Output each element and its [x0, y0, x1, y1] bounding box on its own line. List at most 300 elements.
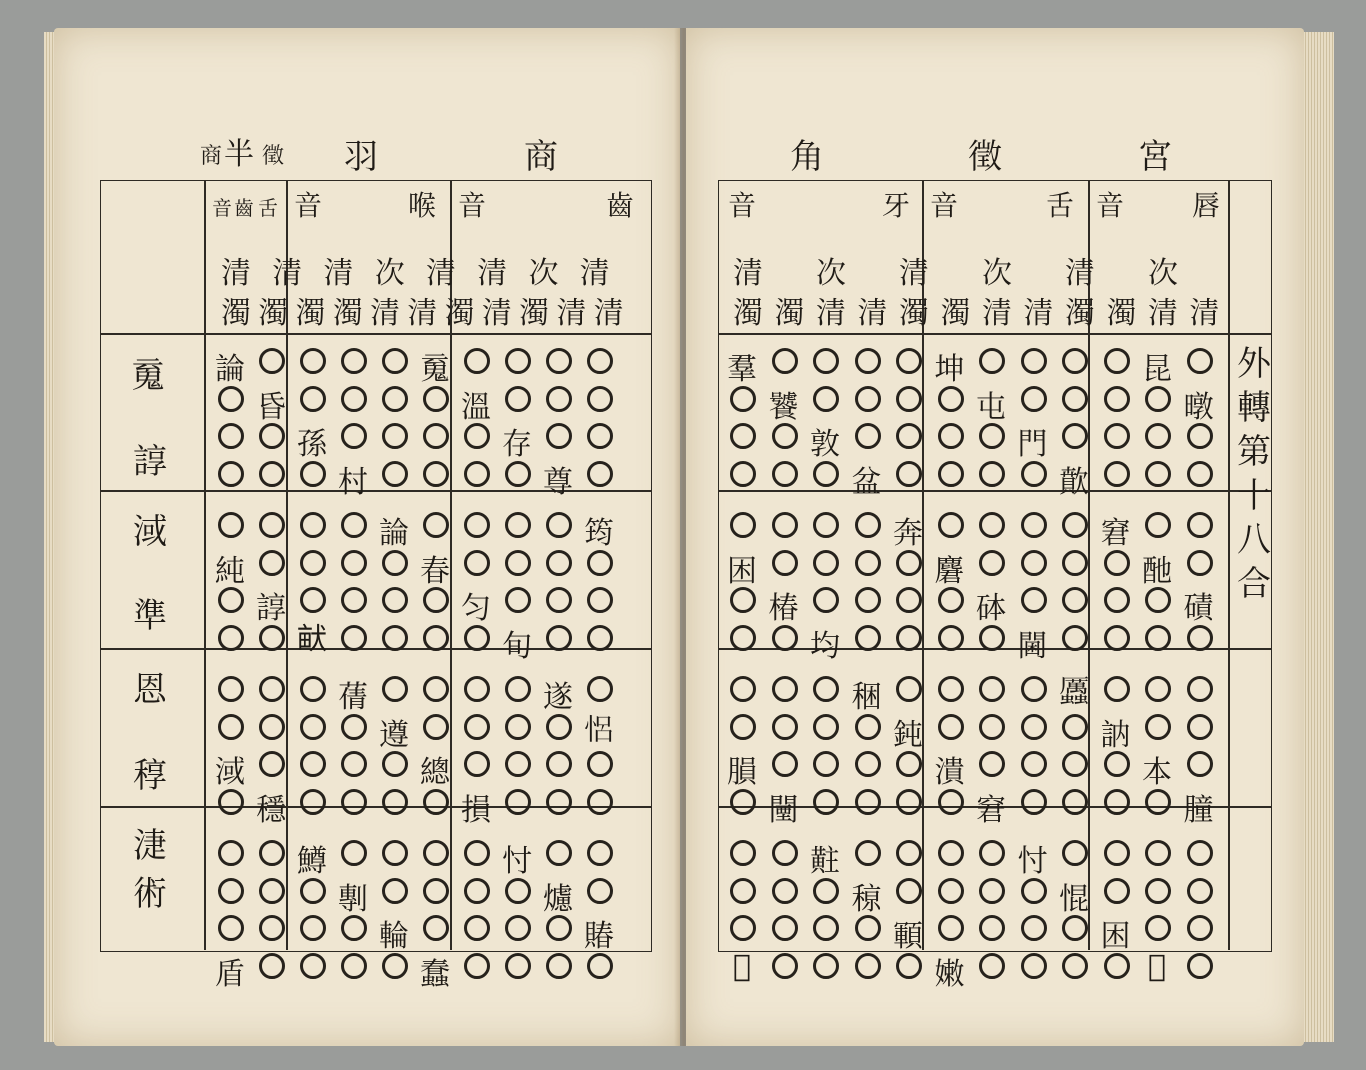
- left-rhyme-char: 春: [420, 553, 450, 589]
- left-empty-circle: [587, 423, 613, 449]
- left-empty-circle: [505, 348, 531, 374]
- left-empty-circle: [546, 789, 572, 815]
- left-rhyme-char: 盾: [215, 956, 245, 992]
- left-label-shang-small: 商: [200, 144, 223, 169]
- right-rhyme-char: 𪋨: [1147, 948, 1166, 984]
- left-empty-circle: [259, 878, 285, 904]
- right-subheader-char: 清: [1189, 296, 1220, 331]
- right-empty-circle: [1187, 953, 1213, 979]
- left-empty-circle: [505, 461, 531, 487]
- right-header-she: 舌: [1046, 189, 1075, 222]
- left-empty-circle: [259, 714, 285, 740]
- right-page-edge: [1300, 32, 1334, 1042]
- left-empty-circle: [464, 915, 490, 941]
- left-empty-circle: [218, 512, 244, 538]
- right-empty-circle: [855, 953, 881, 979]
- right-subheader-char: 清: [816, 296, 846, 331]
- left-empty-circle: [218, 461, 244, 487]
- right-empty-circle: [1062, 423, 1088, 449]
- right-rhyme-char: 困: [1100, 919, 1131, 954]
- right-empty-circle: [855, 840, 881, 866]
- right-empty-circle: [896, 751, 922, 777]
- right-empty-circle: [1104, 461, 1130, 487]
- left-empty-circle: [300, 587, 326, 613]
- left-subheader-char: 清: [272, 256, 303, 291]
- right-empty-circle: [730, 587, 756, 613]
- left-empty-circle: [464, 512, 490, 538]
- left-empty-circle: [382, 461, 408, 487]
- left-empty-circle: [382, 587, 408, 613]
- right-empty-circle: [772, 751, 798, 777]
- right-rhyme-char: 饕: [768, 389, 799, 425]
- left-rhyme-char: 賰: [584, 919, 614, 954]
- left-empty-circle: [464, 461, 490, 487]
- right-empty-circle: [979, 512, 1005, 538]
- left-empty-circle: [382, 840, 408, 866]
- right-empty-circle: [772, 461, 798, 487]
- right-empty-circle: [1062, 512, 1088, 538]
- left-subheader-char: 清: [426, 256, 456, 291]
- right-empty-circle: [772, 676, 798, 702]
- left-empty-circle: [300, 751, 326, 777]
- left-rhyme-char: 輪: [379, 919, 409, 954]
- right-empty-circle: [1145, 878, 1171, 904]
- left-empty-circle: [341, 953, 367, 979]
- left-empty-circle: [300, 789, 326, 815]
- left-rhyme-char: 𢙲: [584, 712, 614, 748]
- left-subheader-char: 清: [221, 256, 251, 291]
- left-label-zhi: 徵: [262, 144, 285, 169]
- left-empty-circle: [546, 386, 572, 412]
- right-empty-circle: [1145, 512, 1171, 538]
- right-empty-circle: [855, 789, 881, 815]
- left-label-yu: 羽: [344, 137, 378, 177]
- left-empty-circle: [341, 714, 367, 740]
- right-empty-circle: [896, 625, 922, 651]
- right-subheader-char: 清: [1065, 256, 1095, 291]
- left-rhyme-char: 孫: [297, 427, 327, 462]
- right-rhyme-char: 𧖄: [1059, 675, 1089, 710]
- left-empty-circle: [464, 550, 490, 576]
- left-empty-circle: [341, 751, 367, 777]
- left-empty-circle: [259, 751, 285, 777]
- left-empty-circle: [300, 550, 326, 576]
- right-empty-circle: [1145, 386, 1171, 412]
- right-empty-circle: [979, 348, 1005, 374]
- right-empty-circle: [1145, 625, 1171, 651]
- left-empty-circle: [300, 348, 326, 374]
- left-empty-circle: [259, 348, 285, 374]
- left-rhyme-char: 𤱶: [297, 621, 327, 657]
- left-subheader-char: 濁: [258, 296, 289, 331]
- left-rhyme-char: 純: [215, 553, 245, 589]
- right-rhyme-char: 本: [1142, 755, 1172, 790]
- right-empty-circle: [896, 386, 922, 412]
- right-empty-circle: [1145, 461, 1171, 487]
- right-empty-circle: [938, 461, 964, 487]
- left-empty-circle: [587, 751, 613, 777]
- right-rhyme-char: 麏: [934, 553, 965, 589]
- left-empty-circle: [259, 512, 285, 538]
- left-empty-circle: [259, 461, 285, 487]
- left-rhyme-char: 筠: [584, 516, 614, 551]
- left-empty-circle: [423, 587, 449, 613]
- right-empty-circle: [979, 676, 1005, 702]
- right-subheader-char: 濁: [899, 296, 929, 331]
- right-empty-circle: [896, 550, 922, 576]
- right-empty-circle: [979, 714, 1005, 740]
- right-empty-circle: [1145, 789, 1171, 815]
- left-subheader-char: 清: [556, 296, 587, 331]
- right-subheader-char: 濁: [1106, 296, 1137, 331]
- left-empty-circle: [423, 915, 449, 941]
- right-subheader-char: 清: [1148, 296, 1178, 331]
- left-empty-circle: [341, 625, 367, 651]
- left-rhyme-char: 諄: [256, 591, 286, 626]
- right-empty-circle: [813, 512, 839, 538]
- right-empty-circle: [1104, 676, 1130, 702]
- right-empty-circle: [979, 751, 1005, 777]
- left-empty-circle: [341, 423, 367, 449]
- right-empty-circle: [1021, 789, 1047, 815]
- right-empty-circle: [1187, 714, 1213, 740]
- right-empty-circle: [772, 915, 798, 941]
- left-empty-circle: [423, 512, 449, 538]
- right-header-chun: 唇: [1192, 189, 1221, 222]
- left-side-char: 稕: [133, 756, 167, 796]
- right-empty-circle: [730, 423, 756, 449]
- right-empty-circle: [896, 953, 922, 979]
- right-empty-circle: [896, 878, 922, 904]
- right-rhyme-char: 䅫: [851, 881, 882, 917]
- right-empty-circle: [1062, 751, 1088, 777]
- right-empty-circle: [1187, 461, 1213, 487]
- right-empty-circle: [1062, 550, 1088, 576]
- right-empty-circle: [979, 423, 1005, 449]
- right-subheader-char: 清: [1023, 296, 1054, 331]
- left-rhyme-char: 爈: [543, 881, 573, 917]
- left-empty-circle: [300, 512, 326, 538]
- left-empty-circle: [505, 789, 531, 815]
- right-empty-circle: [730, 840, 756, 866]
- left-rhyme-char: 存: [502, 427, 532, 462]
- left-header-chi-small: 齒: [234, 196, 254, 220]
- left-empty-circle: [382, 550, 408, 576]
- left-label-ban: 半: [224, 137, 254, 172]
- right-subheader-char: 濁: [940, 296, 971, 331]
- left-rhyme-char: 昏: [256, 389, 286, 425]
- left-empty-circle: [464, 840, 490, 866]
- left-empty-circle: [423, 423, 449, 449]
- left-empty-circle: [382, 878, 408, 904]
- right-empty-circle: [813, 587, 839, 613]
- right-empty-circle: [813, 714, 839, 740]
- left-empty-circle: [218, 386, 244, 412]
- left-empty-circle: [505, 953, 531, 979]
- left-rhyme-char: 穩: [256, 792, 286, 828]
- left-empty-circle: [300, 878, 326, 904]
- right-empty-circle: [813, 550, 839, 576]
- left-empty-circle: [423, 789, 449, 815]
- right-empty-circle: [813, 751, 839, 777]
- right-empty-circle: [1104, 625, 1130, 651]
- left-header-yin: 音: [458, 189, 487, 222]
- left-empty-circle: [423, 386, 449, 412]
- right-rhyme-char: 忖: [1017, 844, 1048, 879]
- right-empty-circle: [1187, 348, 1213, 374]
- right-rhyme-char: 磧: [1183, 591, 1214, 626]
- right-empty-circle: [896, 423, 922, 449]
- right-rhyme-char: 均: [810, 628, 840, 664]
- left-empty-circle: [464, 676, 490, 702]
- right-empty-circle: [772, 550, 798, 576]
- left-subheader-char: 濁: [221, 296, 251, 331]
- left-empty-circle: [464, 878, 490, 904]
- right-subheader-char: 清: [899, 256, 929, 291]
- right-subheader-char: 濁: [733, 296, 763, 331]
- left-empty-circle: [218, 915, 244, 941]
- left-empty-circle: [341, 789, 367, 815]
- left-empty-circle: [587, 840, 613, 866]
- right-empty-circle: [855, 386, 881, 412]
- right-empty-circle: [896, 348, 922, 374]
- right-empty-circle: [938, 676, 964, 702]
- left-side-char: 術: [133, 874, 167, 914]
- right-empty-circle: [772, 423, 798, 449]
- left-subheader-char: 清: [477, 256, 508, 291]
- right-empty-circle: [813, 348, 839, 374]
- right-empty-circle: [896, 587, 922, 613]
- left-label-shang: 商: [524, 137, 558, 177]
- left-subheader-char: 清: [481, 296, 512, 331]
- left-empty-circle: [546, 625, 572, 651]
- right-empty-circle: [896, 789, 922, 815]
- right-empty-circle: [938, 423, 964, 449]
- right-empty-circle: [813, 676, 839, 702]
- right-rhyme-char: 嫩: [934, 956, 965, 992]
- right-empty-circle: [855, 587, 881, 613]
- left-empty-circle: [546, 953, 572, 979]
- right-empty-circle: [1145, 915, 1171, 941]
- left-empty-circle: [341, 348, 367, 374]
- left-empty-circle: [546, 915, 572, 941]
- right-empty-circle: [1021, 878, 1047, 904]
- right-empty-circle: [813, 953, 839, 979]
- left-empty-circle: [300, 461, 326, 487]
- right-label-zhi: 徵: [968, 137, 1002, 177]
- left-empty-circle: [259, 550, 285, 576]
- left-row-divider: [100, 648, 652, 650]
- left-side-char: 淢: [133, 512, 167, 552]
- right-rhyme-char: 困: [727, 553, 757, 589]
- right-rhyme-char: 𠵏: [732, 948, 751, 984]
- left-side-char: 𣶏: [133, 826, 167, 866]
- right-rhyme-char: 敦: [810, 427, 840, 462]
- left-rhyme-char: 鱒: [297, 844, 327, 879]
- right-empty-circle: [1021, 751, 1047, 777]
- left-rhyme-char: 村: [338, 464, 368, 500]
- left-empty-circle: [218, 789, 244, 815]
- right-rhyme-char: 歕: [1059, 464, 1089, 500]
- right-empty-circle: [855, 423, 881, 449]
- left-rhyme-char: 忖: [502, 844, 532, 879]
- left-rhyme-char: 損: [461, 792, 491, 828]
- right-rhyme-char: 朣: [1183, 792, 1214, 828]
- right-rhyme-char: 閫: [1017, 628, 1048, 664]
- left-empty-circle: [505, 915, 531, 941]
- right-empty-circle: [979, 550, 1005, 576]
- left-empty-circle: [259, 676, 285, 702]
- left-empty-circle: [423, 840, 449, 866]
- right-empty-circle: [730, 461, 756, 487]
- right-rhyme-char: 惃: [1059, 881, 1089, 917]
- left-row-divider: [100, 333, 652, 335]
- right-empty-circle: [730, 789, 756, 815]
- right-rhyme-char: 䐣: [727, 755, 757, 790]
- left-empty-circle: [587, 625, 613, 651]
- left-rhyme-char: 論: [379, 516, 409, 551]
- right-empty-circle: [1104, 953, 1130, 979]
- right-empty-circle: [896, 461, 922, 487]
- left-rhyme-char: 蒨: [338, 680, 368, 715]
- left-empty-circle: [423, 878, 449, 904]
- right-empty-circle: [1104, 386, 1130, 412]
- left-empty-circle: [505, 587, 531, 613]
- left-empty-circle: [382, 676, 408, 702]
- right-rhyme-char: 闉: [768, 792, 799, 828]
- right-empty-circle: [772, 714, 798, 740]
- left-subheader-char: 濁: [332, 296, 363, 331]
- right-empty-circle: [1104, 878, 1130, 904]
- left-rhyme-char: 論: [215, 352, 245, 387]
- right-empty-circle: [1187, 840, 1213, 866]
- right-subheader-char: 濁: [774, 296, 805, 331]
- right-empty-circle: [855, 714, 881, 740]
- right-empty-circle: [1145, 714, 1171, 740]
- left-empty-circle: [505, 751, 531, 777]
- right-empty-circle: [1062, 953, 1088, 979]
- right-empty-circle: [979, 915, 1005, 941]
- left-empty-circle: [546, 550, 572, 576]
- right-empty-circle: [1145, 840, 1171, 866]
- right-empty-circle: [1062, 348, 1088, 374]
- left-empty-circle: [587, 953, 613, 979]
- left-empty-circle: [218, 676, 244, 702]
- left-side-char: 準: [133, 596, 167, 636]
- right-empty-circle: [1187, 676, 1213, 702]
- right-header-yin: 音: [728, 189, 757, 222]
- left-empty-circle: [587, 386, 613, 412]
- left-empty-circle: [546, 840, 572, 866]
- right-empty-circle: [938, 386, 964, 412]
- left-col-divider: [204, 180, 206, 950]
- right-empty-circle: [772, 953, 798, 979]
- left-empty-circle: [464, 625, 490, 651]
- right-rhyme-char: 酏: [1142, 553, 1172, 589]
- left-empty-circle: [382, 423, 408, 449]
- left-empty-circle: [505, 714, 531, 740]
- left-empty-circle: [218, 625, 244, 651]
- left-empty-circle: [546, 423, 572, 449]
- right-title-vertical: 外轉第十八合: [1237, 344, 1271, 604]
- right-rhyme-char: 訥: [1100, 717, 1131, 753]
- right-empty-circle: [813, 461, 839, 487]
- left-rhyme-char: 淢: [215, 755, 245, 790]
- right-subheader-char: 次: [816, 256, 846, 291]
- right-rhyme-char: 屯: [976, 389, 1006, 425]
- left-subheader-char: 次: [374, 256, 405, 291]
- left-empty-circle: [423, 461, 449, 487]
- left-empty-circle: [300, 915, 326, 941]
- open-book: [44, 18, 1334, 1058]
- right-empty-circle: [1187, 512, 1213, 538]
- right-empty-circle: [1062, 386, 1088, 412]
- left-empty-circle: [505, 512, 531, 538]
- right-rhyme-char: 砵: [976, 591, 1006, 626]
- left-empty-circle: [300, 676, 326, 702]
- left-empty-circle: [587, 348, 613, 374]
- right-subheader-char: 清: [857, 296, 888, 331]
- right-empty-circle: [772, 512, 798, 538]
- left-empty-circle: [464, 953, 490, 979]
- right-empty-circle: [855, 751, 881, 777]
- right-subheader-char: 清: [982, 296, 1012, 331]
- left-empty-circle: [300, 714, 326, 740]
- right-empty-circle: [772, 625, 798, 651]
- left-empty-circle: [382, 751, 408, 777]
- right-empty-circle: [772, 348, 798, 374]
- left-subheader-char: 濁: [444, 296, 475, 331]
- left-empty-circle: [423, 625, 449, 651]
- left-side-char: 恩: [133, 670, 167, 710]
- left-rhyme-char: 溫: [461, 389, 491, 425]
- right-empty-circle: [813, 878, 839, 904]
- left-empty-circle: [259, 423, 285, 449]
- right-empty-circle: [938, 587, 964, 613]
- right-rhyme-char: 椿: [768, 591, 799, 626]
- left-rhyme-char: 蠢: [420, 956, 450, 992]
- left-rhyme-char: 尊: [543, 464, 573, 500]
- right-header-yin: 音: [1096, 189, 1125, 222]
- left-empty-circle: [423, 676, 449, 702]
- right-empty-circle: [938, 878, 964, 904]
- right-empty-circle: [855, 512, 881, 538]
- right-empty-circle: [1021, 512, 1047, 538]
- left-empty-circle: [587, 461, 613, 487]
- right-row-divider: [718, 490, 1272, 492]
- right-empty-circle: [813, 386, 839, 412]
- right-empty-circle: [979, 461, 1005, 487]
- left-rhyme-char: 遂: [543, 680, 573, 715]
- right-empty-circle: [1021, 915, 1047, 941]
- right-empty-circle: [730, 915, 756, 941]
- right-subheader-char: 次: [982, 256, 1012, 291]
- right-empty-circle: [1104, 348, 1130, 374]
- right-empty-circle: [938, 915, 964, 941]
- right-rhyme-char: 顐: [893, 919, 923, 954]
- right-empty-circle: [730, 878, 756, 904]
- left-empty-circle: [546, 348, 572, 374]
- left-empty-circle: [546, 714, 572, 740]
- right-empty-circle: [1187, 878, 1213, 904]
- left-empty-circle: [300, 953, 326, 979]
- left-subheader-char: 清: [579, 256, 610, 291]
- left-empty-circle: [587, 878, 613, 904]
- right-empty-circle: [730, 714, 756, 740]
- right-empty-circle: [979, 953, 1005, 979]
- right-empty-circle: [772, 878, 798, 904]
- left-empty-circle: [587, 789, 613, 815]
